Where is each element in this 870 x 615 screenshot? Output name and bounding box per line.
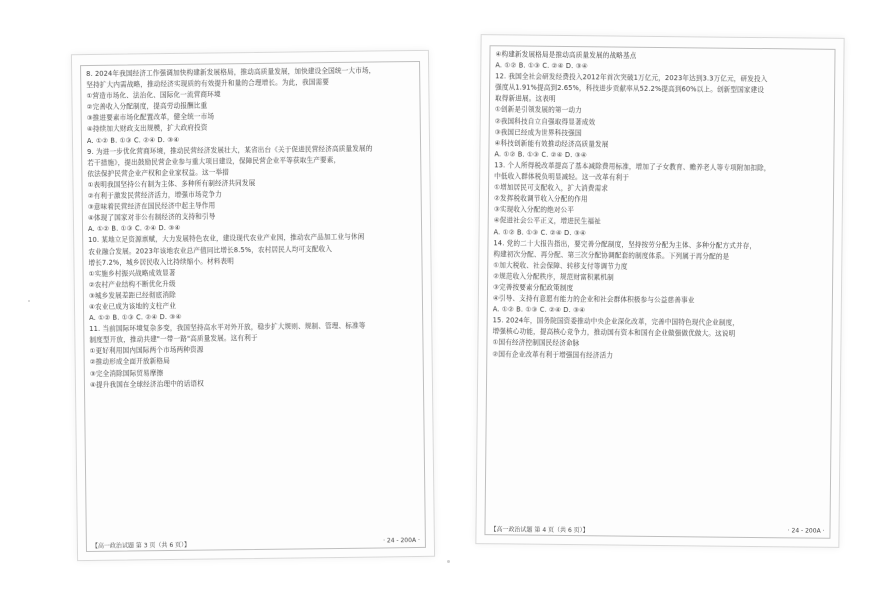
exam-code: · 24 - 200A · (383, 536, 420, 545)
text-line: 中低收入群体税负明显减轻。这一改革有利于 (494, 172, 630, 182)
text-line: 坚持扩大内需战略，推动经济实现质的有效提升和量的合理增长。为此，我国需要 (86, 78, 330, 90)
text-line: 10. 某地立足资源禀赋，大力发展特色农业，建设现代农业产业园，推动农产品加工业与休闲 (88, 233, 365, 245)
text-line: A. ①② B. ①③ C. ②④ D. ③④ (494, 150, 587, 160)
text-line: ②我国科技自立自强取得显著成效 (494, 116, 596, 126)
text-line: 8. 2024年我国经济工作强调加快构建新发展格局，推动高质量发展，加快建设全国统一大市场， (86, 66, 376, 79)
page-number-label: 【高一政治试题 第 4 页（共 6 页）】 (490, 526, 589, 535)
text-line: 制度型开放，推动共建"一带一路"高质量发展。这有利于 (89, 334, 258, 345)
page-content (491, 49, 830, 520)
text-line: ④农业已成为该地的支柱产业 (88, 301, 177, 311)
text-line: ④科技创新能有效推动经济高质量发展 (494, 139, 609, 149)
text-line: ①实施乡村振兴战略成效显著 (88, 268, 176, 278)
text-line: ②完善收入分配制度，提高劳动报酬比重 (86, 101, 208, 112)
text-line: ②国有企业改革有利于增强国有经济活力 (492, 349, 614, 360)
text-line: 强度从1.91%提高到2.65%，科技进步贡献率从52.2%提高到60%以上。创新型国家建设 (495, 83, 765, 95)
text-line: ④体现了国家对非公有制经济的支持和引导 (87, 212, 216, 223)
text-line: 若干措施》，提出鼓励民营企业参与重大项目建设，保障民营企业平等获取生产要素， (87, 155, 341, 167)
text-line: A. ①② B. ①③ C. ②④ D. ③④ (493, 227, 587, 237)
text-line: ①加大税收、社会保障、转移支付等调节力度 (493, 261, 628, 271)
text-line: ③完全消除国际贸易摩擦 (89, 368, 164, 378)
text-line: A. ①② B. ①③ C. ②④ D. ③④ (86, 135, 180, 145)
text-line: ③我国已经成为世界科技强国 (494, 127, 582, 137)
text-line: ③推进要素市场化配置改革，健全统一市场 (86, 112, 215, 123)
text-line: 增长7.2%，城乡居民收入比持续缩小。材料表明 (88, 256, 234, 267)
scan-speck (447, 560, 450, 563)
text-line: 13. 个人所得税改革提高了基本减除费用标准，增加了子女教育、赡养老人等专项附加扣除， (494, 161, 771, 173)
text-line: A. ①② B. ①③ C. ②④ D. ③④ (88, 224, 181, 234)
text-line: ②规范收入分配秩序，规范财富积累机制 (493, 272, 614, 282)
text-line: 15. 2024年，国务院国资委推动中央企业深化改革，完善中国特色现代企业制度， (492, 316, 740, 328)
text-line: ②发挥税收调节收入分配的作用 (493, 194, 588, 204)
text-line: A. ①② B. ①③ C. ②④ D. ③④ (89, 312, 182, 323)
text-line: ②推动形成全面开放新格局 (89, 357, 170, 367)
text-line: 14. 党的二十大报告指出，要完善分配制度，坚持按劳分配为主体、多种分配方式并存， (493, 238, 757, 250)
exam-page-right (475, 34, 844, 548)
text-line: 依法保护民营企业产权和企业家权益。这一举措 (87, 168, 230, 178)
text-line: ④构建新发展格局是推动高质量发展的战略基点 (495, 50, 637, 60)
exam-code: · 24 - 200A · (787, 527, 825, 535)
text-line: ③城乡发展差距已经彻底消除 (88, 290, 176, 300)
text-line: ①营造市场化、法治化、国际化一流营商环境 (86, 90, 221, 101)
text-line: ①创新是引领发展的第一动力 (494, 105, 582, 115)
text-line: 9. 为进一步优化营商环境，推动民营经济发展壮大，某省出台《关于促进民营经济高质量发展的 (87, 144, 373, 156)
text-line: ④引导、支持有意愿有能力的企业和社会群体积极参与公益慈善事业 (492, 294, 695, 305)
text-line: 增强核心功能，提高核心竞争力，推动国有资本和国有企业做强做优做大。这说明 (492, 327, 736, 339)
text-line: ①增加居民可支配收入，扩大消费需求 (494, 183, 609, 193)
text-line: ④促进社会公平正义，增进民生福祉 (493, 216, 601, 226)
text-line: ③意味着民营经济在国民经济中起主导作用 (87, 201, 216, 212)
text-line: 11. 当前国际环境复杂多变，我国坚持高水平对外开放，稳步扩大规则、规制、管理、标准等 (89, 321, 366, 334)
text-line: A. ①② B. ①③ C. ②④ D. ③④ (492, 305, 586, 315)
exam-page-left (71, 50, 435, 561)
text-line: 取得新进展。这表明 (494, 94, 556, 104)
text-line: ④提升我国在全球经济治理中的话语权 (89, 379, 204, 389)
text-line: 农业融合发展。2023年该地农业总产值同比增长8.5%，农村居民人均可支配收入 (88, 244, 333, 256)
scan-speck (28, 300, 30, 302)
text-line: ③完善按要素分配政策制度 (492, 283, 574, 293)
text-line: ①国有经济控制国民经济命脉 (492, 338, 580, 348)
text-line: ④持续加大财政支出规模，扩大政府投资 (86, 124, 208, 134)
text-line: 构建初次分配、再分配、第三次分配协调配套的制度体系。下列属于再分配的是 (493, 249, 730, 261)
text-line: ②农村产业结构不断优化升级 (88, 279, 176, 289)
text-line: 12. 我国全社会研发经费投入2012年首次突破1万亿元，2023年达到3.3万亿元，研发投入 (495, 72, 768, 84)
page-content (86, 65, 420, 534)
text-line: ①更好利用国内国际两个市场两种资源 (89, 345, 204, 356)
text-line: ③实现收入分配的绝对公平 (493, 205, 575, 215)
text-line: ①表明我国坚持公有制为主体、多种所有制经济共同发展 (87, 178, 256, 189)
text-line: A. ①② B. ①③ C. ②④ D. ③④ (495, 61, 588, 71)
text-line: ②有利于激发民营经济活力，增强市场竞争力 (87, 190, 222, 201)
page-number-label: 【高一政治试题 第 3 页（共 6 页）】 (91, 541, 191, 550)
